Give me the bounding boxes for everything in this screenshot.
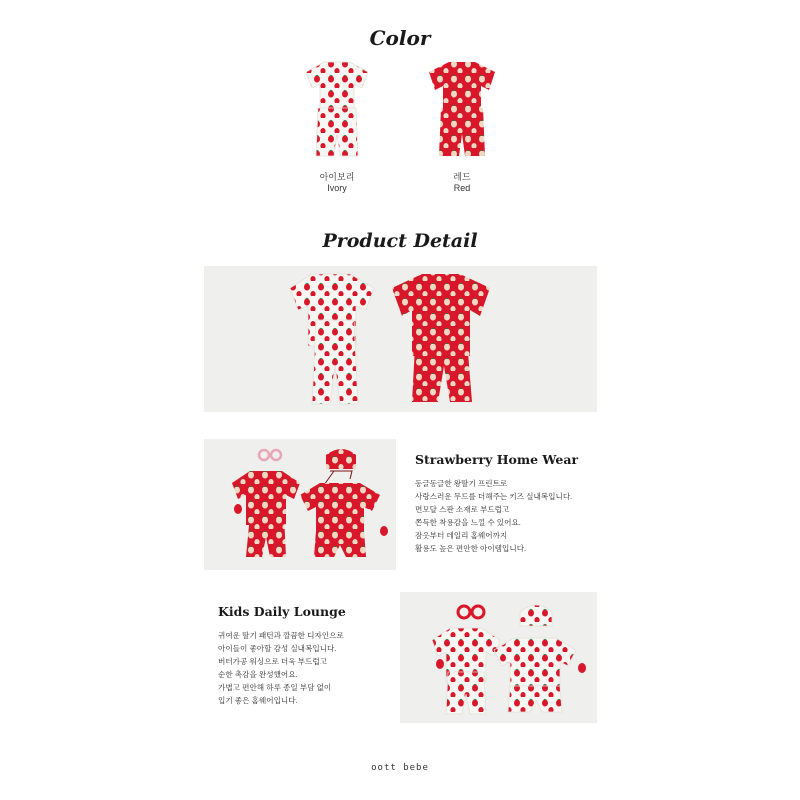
- feature-2-line: 귀여운 딸기 패턴과 깔끔한 디자인으로: [218, 631, 344, 640]
- red-label-en: Red: [453, 183, 471, 193]
- feature-1-line: 사랑스러운 무드를 더해주는 키즈 실내복입니다.: [415, 492, 573, 501]
- feature-1-description: [415, 477, 572, 555]
- brand-logo: oott bebe: [371, 763, 429, 773]
- ivory-label-en: Ivory: [327, 183, 347, 193]
- red-label: [421, 172, 503, 194]
- feature-2-line: 아이들이 좋아할 감성 실내복입니다.: [218, 644, 337, 653]
- ivory-label: [298, 172, 376, 194]
- feature-2-line: 버터가공 워싱으로 더욱 부드럽고: [218, 657, 328, 666]
- feature-2-line: 순한 촉감을 완성했어요.: [218, 670, 298, 679]
- feature-2-description: [218, 629, 344, 707]
- ivory-swatch-image: [298, 58, 376, 164]
- feature-1-line: 동글동글한 왕딸기 프린트로: [415, 479, 508, 488]
- ivory-label-ko: 아이보리: [319, 172, 355, 182]
- feature-1-line: 활용도 높은 편안한 아이템입니다.: [415, 544, 527, 553]
- strawberry-home-wear-photo: [204, 439, 396, 570]
- feature-1-line: 쫀득한 착용감을 느낄 수 있어요.: [415, 518, 521, 527]
- feature-1-title: Strawberry Home Wear: [415, 452, 579, 467]
- red-swatch-image: [421, 58, 503, 164]
- product-photo-both-colors: [204, 266, 597, 412]
- kids-daily-lounge-photo: [400, 592, 597, 723]
- feature-2-line: 입기 좋은 홈웨어입니다.: [218, 696, 298, 705]
- feature-1-line: 잠옷부터 데일리 홈웨어까지: [415, 531, 508, 540]
- feature-2-line: 가볍고 편안해 하루 종일 부담 없이: [218, 683, 332, 692]
- color-heading: Color: [369, 26, 431, 50]
- product-detail-heading: Product Detail: [322, 230, 478, 252]
- red-label-ko: 레드: [453, 172, 471, 182]
- feature-1-line: 면모달 스판 소재로 부드럽고: [415, 505, 510, 514]
- feature-2-title: Kids Daily Lounge: [218, 604, 346, 619]
